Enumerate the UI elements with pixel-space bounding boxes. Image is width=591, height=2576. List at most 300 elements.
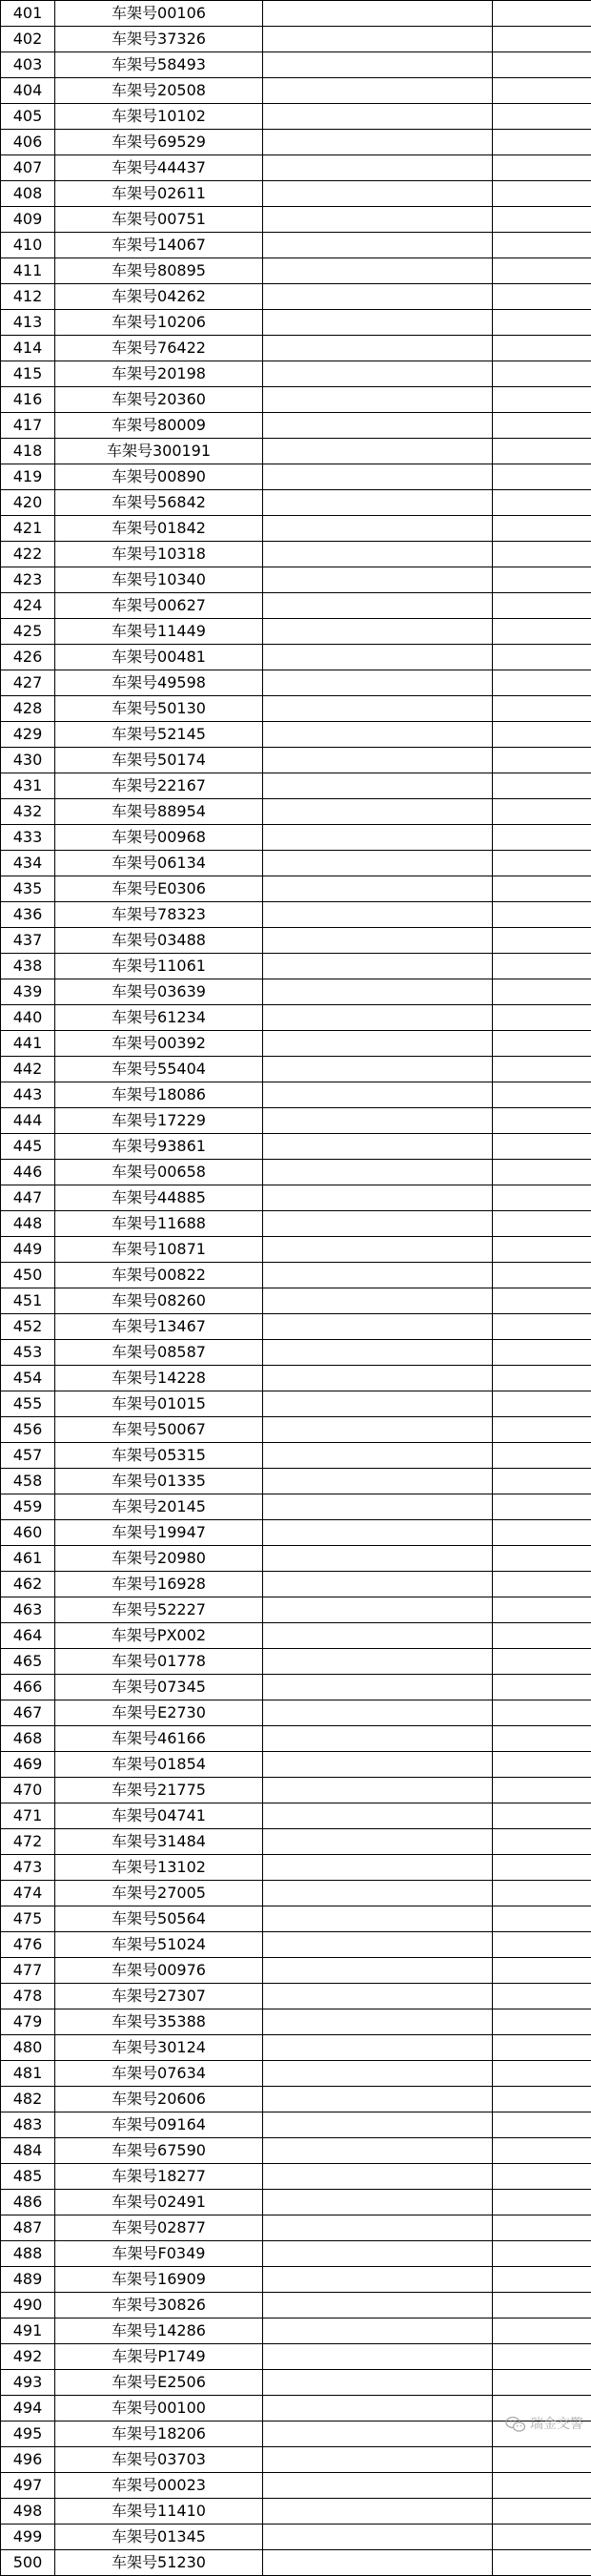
vin-cell: 车架号18277 (55, 2164, 263, 2190)
empty-cell (263, 1597, 493, 1623)
table-row (1, 954, 591, 979)
empty-cell (493, 413, 591, 439)
empty-cell (263, 2164, 493, 2190)
empty-cell (493, 1855, 591, 1881)
empty-cell (493, 593, 591, 619)
vin-cell: 车架号52145 (55, 722, 263, 748)
row-number-cell: 412 (1, 284, 55, 310)
empty-cell (493, 696, 591, 722)
empty-cell (263, 1005, 493, 1031)
row-number-cell: 401 (1, 1, 55, 27)
table-row (1, 1675, 591, 1700)
empty-cell (263, 1623, 493, 1649)
empty-cell (493, 748, 591, 773)
table-row (1, 1597, 591, 1623)
table-row (1, 2318, 591, 2344)
row-number-cell: 441 (1, 1031, 55, 1057)
empty-cell (493, 1675, 591, 1700)
row-number-cell: 431 (1, 773, 55, 799)
empty-cell (263, 130, 493, 155)
empty-cell (263, 258, 493, 284)
table-row (1, 78, 591, 104)
row-number-cell: 442 (1, 1057, 55, 1082)
empty-cell (263, 1675, 493, 1700)
empty-cell (493, 1829, 591, 1855)
table-row (1, 593, 591, 619)
empty-cell (263, 1134, 493, 1160)
table-row (1, 1005, 591, 1031)
table-row (1, 1263, 591, 1288)
empty-cell (493, 542, 591, 567)
row-number-cell: 426 (1, 645, 55, 670)
empty-cell (493, 1, 591, 27)
vin-cell: 车架号27005 (55, 1881, 263, 1906)
row-number-cell: 488 (1, 2241, 55, 2267)
row-number-cell: 403 (1, 52, 55, 78)
empty-cell (493, 207, 591, 233)
vin-cell: 车架号50174 (55, 748, 263, 773)
vin-cell: 车架号E0306 (55, 876, 263, 902)
empty-cell (263, 78, 493, 104)
empty-cell (263, 1340, 493, 1366)
row-number-cell: 495 (1, 2421, 55, 2447)
vin-cell: 车架号51230 (55, 2550, 263, 2576)
empty-cell (493, 1881, 591, 1906)
vin-cell: 车架号20508 (55, 78, 263, 104)
account-watermark (505, 2416, 583, 2433)
empty-cell (493, 2215, 591, 2241)
empty-cell (493, 902, 591, 928)
table-row (1, 1, 591, 27)
vin-cell: 车架号03639 (55, 979, 263, 1005)
table-row (1, 1082, 591, 1108)
empty-cell (263, 542, 493, 567)
empty-cell (493, 1700, 591, 1726)
vin-cell: 车架号01854 (55, 1752, 263, 1778)
table-row (1, 1417, 591, 1443)
empty-cell (263, 2190, 493, 2215)
table-row (1, 1366, 591, 1391)
row-number-cell: 463 (1, 1597, 55, 1623)
row-number-cell: 418 (1, 439, 55, 464)
table-row (1, 1494, 591, 1520)
row-number-cell: 434 (1, 851, 55, 876)
empty-cell (263, 1288, 493, 1314)
empty-cell (263, 233, 493, 258)
row-number-cell: 427 (1, 670, 55, 696)
empty-cell (493, 1623, 591, 1649)
empty-cell (263, 1, 493, 27)
row-number-cell: 404 (1, 78, 55, 104)
vin-cell: 车架号20360 (55, 387, 263, 413)
vin-cell: 车架号00106 (55, 1, 263, 27)
table-row (1, 1314, 591, 1340)
empty-cell (493, 928, 591, 954)
empty-cell (263, 387, 493, 413)
table-row (1, 1520, 591, 1546)
row-number-cell: 432 (1, 799, 55, 825)
vin-cell: 车架号06134 (55, 851, 263, 876)
empty-cell (263, 413, 493, 439)
vin-cell: 车架号58493 (55, 52, 263, 78)
vin-cell: 车架号01335 (55, 1469, 263, 1494)
vin-cell: 车架号69529 (55, 130, 263, 155)
table-row (1, 2499, 591, 2524)
empty-cell (263, 876, 493, 902)
row-number-cell: 430 (1, 748, 55, 773)
table-row (1, 2190, 591, 2215)
row-number-cell: 402 (1, 27, 55, 52)
empty-cell (263, 619, 493, 645)
empty-cell (493, 2550, 591, 2576)
empty-cell (263, 464, 493, 490)
empty-cell (263, 748, 493, 773)
empty-cell (263, 2138, 493, 2164)
table-row (1, 979, 591, 1005)
row-number-cell: 415 (1, 361, 55, 387)
vin-cell: 车架号44885 (55, 1185, 263, 1211)
row-number-cell: 487 (1, 2215, 55, 2241)
empty-cell (493, 1726, 591, 1752)
table-row (1, 130, 591, 155)
empty-cell (263, 2035, 493, 2061)
table-row (1, 439, 591, 464)
table-row (1, 2035, 591, 2061)
table-row (1, 928, 591, 954)
table-row (1, 825, 591, 851)
vin-cell: 车架号10340 (55, 567, 263, 593)
vin-cell: 车架号00968 (55, 825, 263, 851)
empty-cell (493, 258, 591, 284)
vin-cell: 车架号04741 (55, 1803, 263, 1829)
table-row (1, 670, 591, 696)
empty-cell (493, 567, 591, 593)
row-number-cell: 422 (1, 542, 55, 567)
vin-cell: 车架号80009 (55, 413, 263, 439)
table-row (1, 516, 591, 542)
table-row (1, 773, 591, 799)
empty-cell (493, 2112, 591, 2138)
vin-cell: 车架号09164 (55, 2112, 263, 2138)
vin-cell: 车架号67590 (55, 2138, 263, 2164)
vin-cell: 车架号49598 (55, 670, 263, 696)
vin-cell: 车架号14067 (55, 233, 263, 258)
vin-cell: 车架号35388 (55, 2009, 263, 2035)
table-row (1, 2447, 591, 2473)
row-number-cell: 405 (1, 104, 55, 130)
table-row (1, 1108, 591, 1134)
table-row (1, 2473, 591, 2499)
table-row (1, 1984, 591, 2009)
empty-cell (263, 928, 493, 954)
empty-cell (263, 1391, 493, 1417)
vin-cell: 车架号17229 (55, 1108, 263, 1134)
table-row (1, 619, 591, 645)
empty-cell (493, 52, 591, 78)
row-number-cell: 460 (1, 1520, 55, 1546)
row-number-cell: 457 (1, 1443, 55, 1469)
row-number-cell: 479 (1, 2009, 55, 2035)
empty-cell (263, 1237, 493, 1263)
row-number-cell: 470 (1, 1778, 55, 1803)
row-number-cell: 446 (1, 1160, 55, 1185)
vin-cell: 车架号300191 (55, 439, 263, 464)
empty-cell (493, 2318, 591, 2344)
table-row (1, 1134, 591, 1160)
empty-cell (263, 516, 493, 542)
row-number-cell: 467 (1, 1700, 55, 1726)
row-number-cell: 472 (1, 1829, 55, 1855)
table-row (1, 336, 591, 361)
empty-cell (493, 336, 591, 361)
empty-cell (263, 593, 493, 619)
empty-cell (263, 1649, 493, 1675)
empty-cell (493, 1958, 591, 1984)
empty-cell (493, 1057, 591, 1082)
table-row (1, 310, 591, 336)
watermark-text: 瑞金交警 (530, 2416, 583, 2433)
empty-cell (493, 155, 591, 181)
row-number-cell: 459 (1, 1494, 55, 1520)
row-number-cell: 462 (1, 1572, 55, 1597)
empty-cell (493, 1108, 591, 1134)
empty-cell (493, 2164, 591, 2190)
vin-cell: 车架号10206 (55, 310, 263, 336)
vin-cell: 车架号88954 (55, 799, 263, 825)
empty-cell (493, 1417, 591, 1443)
vin-cell: 车架号50067 (55, 1417, 263, 1443)
row-number-cell: 435 (1, 876, 55, 902)
empty-cell (493, 1494, 591, 1520)
vin-cell: 车架号00100 (55, 2396, 263, 2421)
empty-cell (263, 1546, 493, 1572)
table-row (1, 1829, 591, 1855)
vin-cell: 车架号20198 (55, 361, 263, 387)
row-number-cell: 439 (1, 979, 55, 1005)
empty-cell (263, 181, 493, 207)
empty-cell (263, 1572, 493, 1597)
vin-cell: 车架号22167 (55, 773, 263, 799)
row-number-cell: 436 (1, 902, 55, 928)
empty-cell (493, 876, 591, 902)
empty-cell (263, 2293, 493, 2318)
row-number-cell: 437 (1, 928, 55, 954)
table-row (1, 1443, 591, 1469)
row-number-cell: 444 (1, 1108, 55, 1134)
empty-cell (263, 2370, 493, 2396)
empty-cell (263, 1108, 493, 1134)
table-row (1, 1572, 591, 1597)
vin-cell: 车架号PX002 (55, 1623, 263, 1649)
empty-cell (263, 2499, 493, 2524)
vin-cell: 车架号E2730 (55, 1700, 263, 1726)
empty-cell (263, 773, 493, 799)
vin-cell: 车架号08587 (55, 1340, 263, 1366)
empty-cell (493, 233, 591, 258)
table-row (1, 722, 591, 748)
empty-cell (493, 27, 591, 52)
empty-cell (493, 1469, 591, 1494)
empty-cell (493, 1443, 591, 1469)
vin-cell: 车架号80895 (55, 258, 263, 284)
empty-cell (493, 2447, 591, 2473)
row-number-cell: 492 (1, 2344, 55, 2370)
table-row (1, 1778, 591, 1803)
empty-cell (493, 516, 591, 542)
empty-cell (263, 361, 493, 387)
row-number-cell: 417 (1, 413, 55, 439)
vin-cell: 车架号18086 (55, 1082, 263, 1108)
empty-cell (263, 1803, 493, 1829)
empty-cell (493, 2241, 591, 2267)
row-number-cell: 469 (1, 1752, 55, 1778)
empty-cell (493, 1391, 591, 1417)
vin-cell: 车架号03703 (55, 2447, 263, 2473)
row-number-cell: 419 (1, 464, 55, 490)
empty-cell (493, 1288, 591, 1314)
vin-cell: 车架号56842 (55, 490, 263, 516)
empty-cell (263, 1211, 493, 1237)
vin-cell: 车架号04262 (55, 284, 263, 310)
row-number-cell: 406 (1, 130, 55, 155)
vin-cell: 车架号00976 (55, 1958, 263, 1984)
table-row (1, 1160, 591, 1185)
empty-cell (493, 1778, 591, 1803)
empty-cell (263, 1906, 493, 1932)
empty-cell (263, 1932, 493, 1958)
empty-cell (263, 1263, 493, 1288)
row-number-cell: 496 (1, 2447, 55, 2473)
empty-cell (493, 722, 591, 748)
row-number-cell: 498 (1, 2499, 55, 2524)
empty-cell (263, 2267, 493, 2293)
row-number-cell: 429 (1, 722, 55, 748)
vin-cell: 车架号00658 (55, 1160, 263, 1185)
table-row (1, 52, 591, 78)
table-row (1, 1649, 591, 1675)
vin-cell: 车架号14286 (55, 2318, 263, 2344)
empty-cell (263, 851, 493, 876)
row-number-cell: 423 (1, 567, 55, 593)
table-row (1, 1237, 591, 1263)
empty-cell (493, 78, 591, 104)
table-row (1, 1932, 591, 1958)
empty-cell (493, 1597, 591, 1623)
empty-cell (493, 2524, 591, 2550)
table-row (1, 799, 591, 825)
empty-cell (263, 2112, 493, 2138)
row-number-cell: 453 (1, 1340, 55, 1366)
vin-cell: 车架号20606 (55, 2087, 263, 2112)
empty-cell (263, 52, 493, 78)
vin-cell: 车架号11061 (55, 954, 263, 979)
vin-cell: 车架号02491 (55, 2190, 263, 2215)
table-row (1, 2241, 591, 2267)
table-row (1, 567, 591, 593)
wechat-icon (505, 2416, 526, 2433)
row-number-cell: 416 (1, 387, 55, 413)
row-number-cell: 483 (1, 2112, 55, 2138)
row-number-cell: 458 (1, 1469, 55, 1494)
table-row (1, 2164, 591, 2190)
empty-cell (263, 902, 493, 928)
table-row (1, 2267, 591, 2293)
row-number-cell: 413 (1, 310, 55, 336)
empty-cell (263, 567, 493, 593)
row-number-cell: 493 (1, 2370, 55, 2396)
table-row (1, 1803, 591, 1829)
table-row (1, 2009, 591, 2035)
empty-cell (493, 799, 591, 825)
row-number-cell: 408 (1, 181, 55, 207)
table-row (1, 542, 591, 567)
vin-cell: 车架号19947 (55, 1520, 263, 1546)
vin-cell: 车架号00023 (55, 2473, 263, 2499)
row-number-cell: 497 (1, 2473, 55, 2499)
row-number-cell: 465 (1, 1649, 55, 1675)
empty-cell (263, 1185, 493, 1211)
empty-cell (493, 773, 591, 799)
table-row (1, 2138, 591, 2164)
row-number-cell: 451 (1, 1288, 55, 1314)
empty-cell (493, 104, 591, 130)
empty-cell (493, 1211, 591, 1237)
empty-cell (263, 1958, 493, 1984)
vin-cell: 车架号52227 (55, 1597, 263, 1623)
vin-cell: 车架号93861 (55, 1134, 263, 1160)
row-number-cell: 433 (1, 825, 55, 851)
empty-cell (263, 336, 493, 361)
empty-cell (493, 361, 591, 387)
table-row (1, 2215, 591, 2241)
empty-cell (493, 2190, 591, 2215)
row-number-cell: 471 (1, 1803, 55, 1829)
vin-cell: 车架号01778 (55, 1649, 263, 1675)
table-row (1, 2550, 591, 2576)
row-number-cell: 500 (1, 2550, 55, 2576)
row-number-cell: 455 (1, 1391, 55, 1417)
empty-cell (263, 2318, 493, 2344)
vin-cell: 车架号00751 (55, 207, 263, 233)
table-row (1, 2344, 591, 2370)
table-row (1, 2293, 591, 2318)
vin-cell: 车架号00822 (55, 1263, 263, 1288)
empty-cell (493, 1752, 591, 1778)
row-number-cell: 491 (1, 2318, 55, 2344)
empty-cell (493, 1803, 591, 1829)
empty-cell (493, 1649, 591, 1675)
empty-cell (493, 1572, 591, 1597)
table-row (1, 1726, 591, 1752)
empty-cell (493, 1031, 591, 1057)
empty-cell (493, 439, 591, 464)
vin-cell: 车架号08260 (55, 1288, 263, 1314)
empty-cell (493, 2473, 591, 2499)
empty-cell (493, 1005, 591, 1031)
row-number-cell: 477 (1, 1958, 55, 1984)
table-row (1, 1700, 591, 1726)
row-number-cell: 485 (1, 2164, 55, 2190)
empty-cell (493, 490, 591, 516)
table-row (1, 1881, 591, 1906)
table-row (1, 104, 591, 130)
vin-cell: 车架号16928 (55, 1572, 263, 1597)
table-row (1, 1391, 591, 1417)
empty-cell (263, 27, 493, 52)
table-row (1, 1211, 591, 1237)
empty-cell (493, 1546, 591, 1572)
empty-cell (263, 979, 493, 1005)
